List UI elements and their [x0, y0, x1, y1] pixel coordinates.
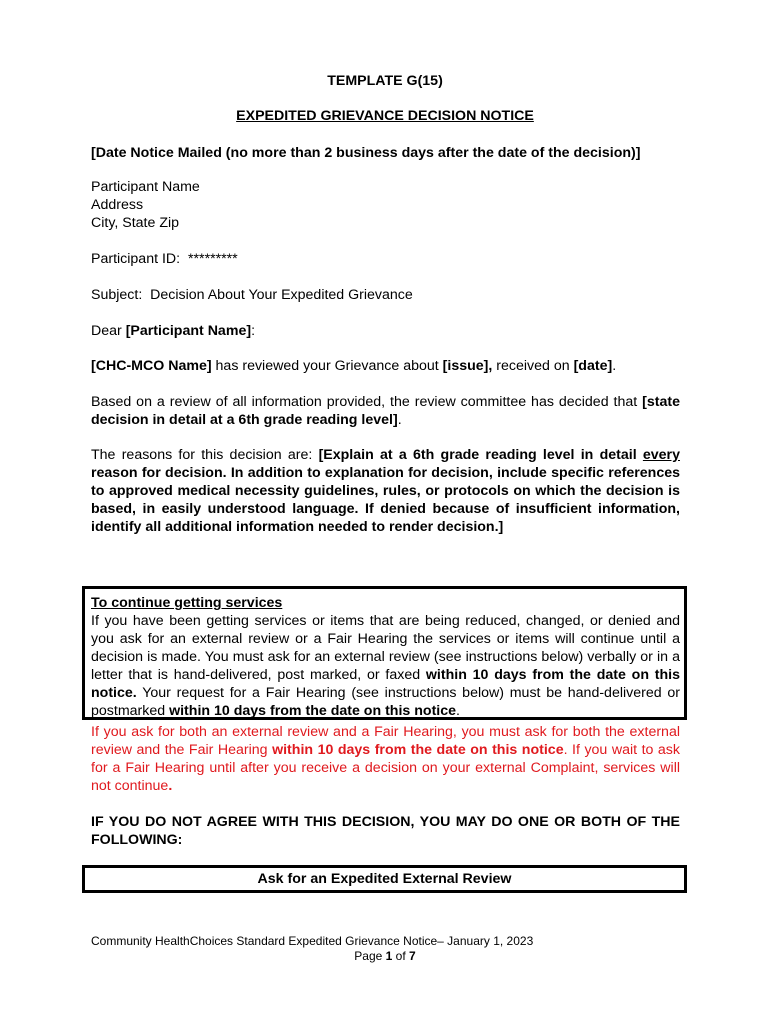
- participant-address: Address: [91, 197, 144, 213]
- page-current: 1: [385, 949, 393, 963]
- continue-services-text: [91, 594, 680, 720]
- org-name: [CHC-MCO Name]: [91, 358, 212, 374]
- continue-text-1: If you have been getting services or items that are being reduced, changed, or denied and you ask for an external review or a Fair Hearing the services or items will continue until a decision is made. You must ask for an external review (see instructions below) verbally or in a letter that is hand-delivered, post marked, or faxed: [91, 613, 680, 683]
- decision-text: Based on a review of all information provided, the review committee has decided that: [91, 394, 643, 410]
- continue-text-3: .: [456, 703, 460, 719]
- participant-name: Participant Name: [91, 179, 200, 195]
- page-prefix: Page: [354, 949, 386, 963]
- participant-id-value: *********: [188, 251, 238, 267]
- reasons-bold-1: [Explain at a 6th grade reading level in detail: [318, 447, 643, 463]
- salutation-name: [Participant Name]: [125, 323, 252, 339]
- participant-address-block: [91, 178, 680, 232]
- page-of: of: [392, 949, 410, 963]
- reasons-paragraph: [91, 446, 680, 536]
- participant-city: City, State Zip: [91, 215, 180, 231]
- decision-statement: [91, 393, 680, 429]
- red-note-text-2: . If you wait to ask for a Fair Hearing until after you receive a decision on your external Complaint, services will not continue: [91, 742, 680, 794]
- continue-text-2: Your request for a Fair Hearing (see instructions below) must be hand-delivered or postmarked: [91, 685, 680, 719]
- reviewed-text-2: received on: [492, 358, 574, 374]
- decision-placeholder: [state decision in detail at a 6th grade reading level]: [91, 394, 680, 428]
- red-note-text-1: If you ask for both an external review and a Fair Hearing, you must ask for both the external review and the Fair Hearing: [91, 724, 680, 758]
- reviewed-text-1: has reviewed your Grievance about: [211, 358, 443, 374]
- external-review-heading: Ask for an Expedited External Review: [257, 871, 512, 887]
- continue-bold-1: within 10 days from the date on this notice.: [91, 667, 680, 701]
- salutation-prefix: Dear: [91, 323, 126, 339]
- issue-placeholder: [issue],: [442, 358, 493, 374]
- red-warning-note: [91, 723, 680, 795]
- subject-value: Decision About Your Expedited Grievance: [150, 287, 413, 303]
- reasons-intro: The reasons for this decision are:: [91, 447, 319, 463]
- salutation-suffix: :: [251, 323, 256, 339]
- decision-end: .: [397, 412, 402, 428]
- continue-bold-2: within 10 days from the date on this notice: [169, 703, 457, 719]
- subject-label: Subject:: [91, 287, 143, 303]
- page-title: EXPEDITED GRIEVANCE DECISION NOTICE: [236, 108, 534, 124]
- participant-id-label: Participant ID:: [91, 251, 181, 267]
- template-label: TEMPLATE G(15): [327, 73, 443, 89]
- footer-line: Community HealthChoices Standard Expedited Grievance Notice– January 1, 2023: [91, 934, 534, 948]
- options-heading: IF YOU DO NOT AGREE WITH THIS DECISION, YOU MAY DO ONE OR BOTH OF THE FOLLOWING:: [91, 814, 680, 848]
- date-placeholder: [date]: [573, 358, 613, 374]
- reviewed-statement: [91, 357, 680, 375]
- reviewed-text-3: .: [612, 358, 617, 374]
- red-note-bold-2: .: [168, 778, 173, 794]
- page-total: 7: [409, 949, 416, 963]
- continue-services-heading: To continue getting services: [91, 595, 283, 611]
- external-review-box: [82, 865, 687, 893]
- page-number: [0, 949, 770, 964]
- reasons-every: every: [642, 447, 680, 463]
- subject-line: [91, 286, 680, 304]
- red-note-bold-1: within 10 days from the date on this notice: [272, 742, 564, 758]
- participant-id-line: [91, 250, 680, 268]
- reasons-bold-2: reason for decision. In addition to explanation for decision, include specific references to approved medical necessity guidelines, rules, or protocols on which the decision is based, in easily understood language. If denied because of insufficient information, identify all additional information needed to render decision.]: [91, 465, 680, 535]
- date-notice-line: [Date Notice Mailed (no more than 2 business days after the date of the decision)]: [91, 145, 641, 161]
- salutation: [91, 322, 680, 340]
